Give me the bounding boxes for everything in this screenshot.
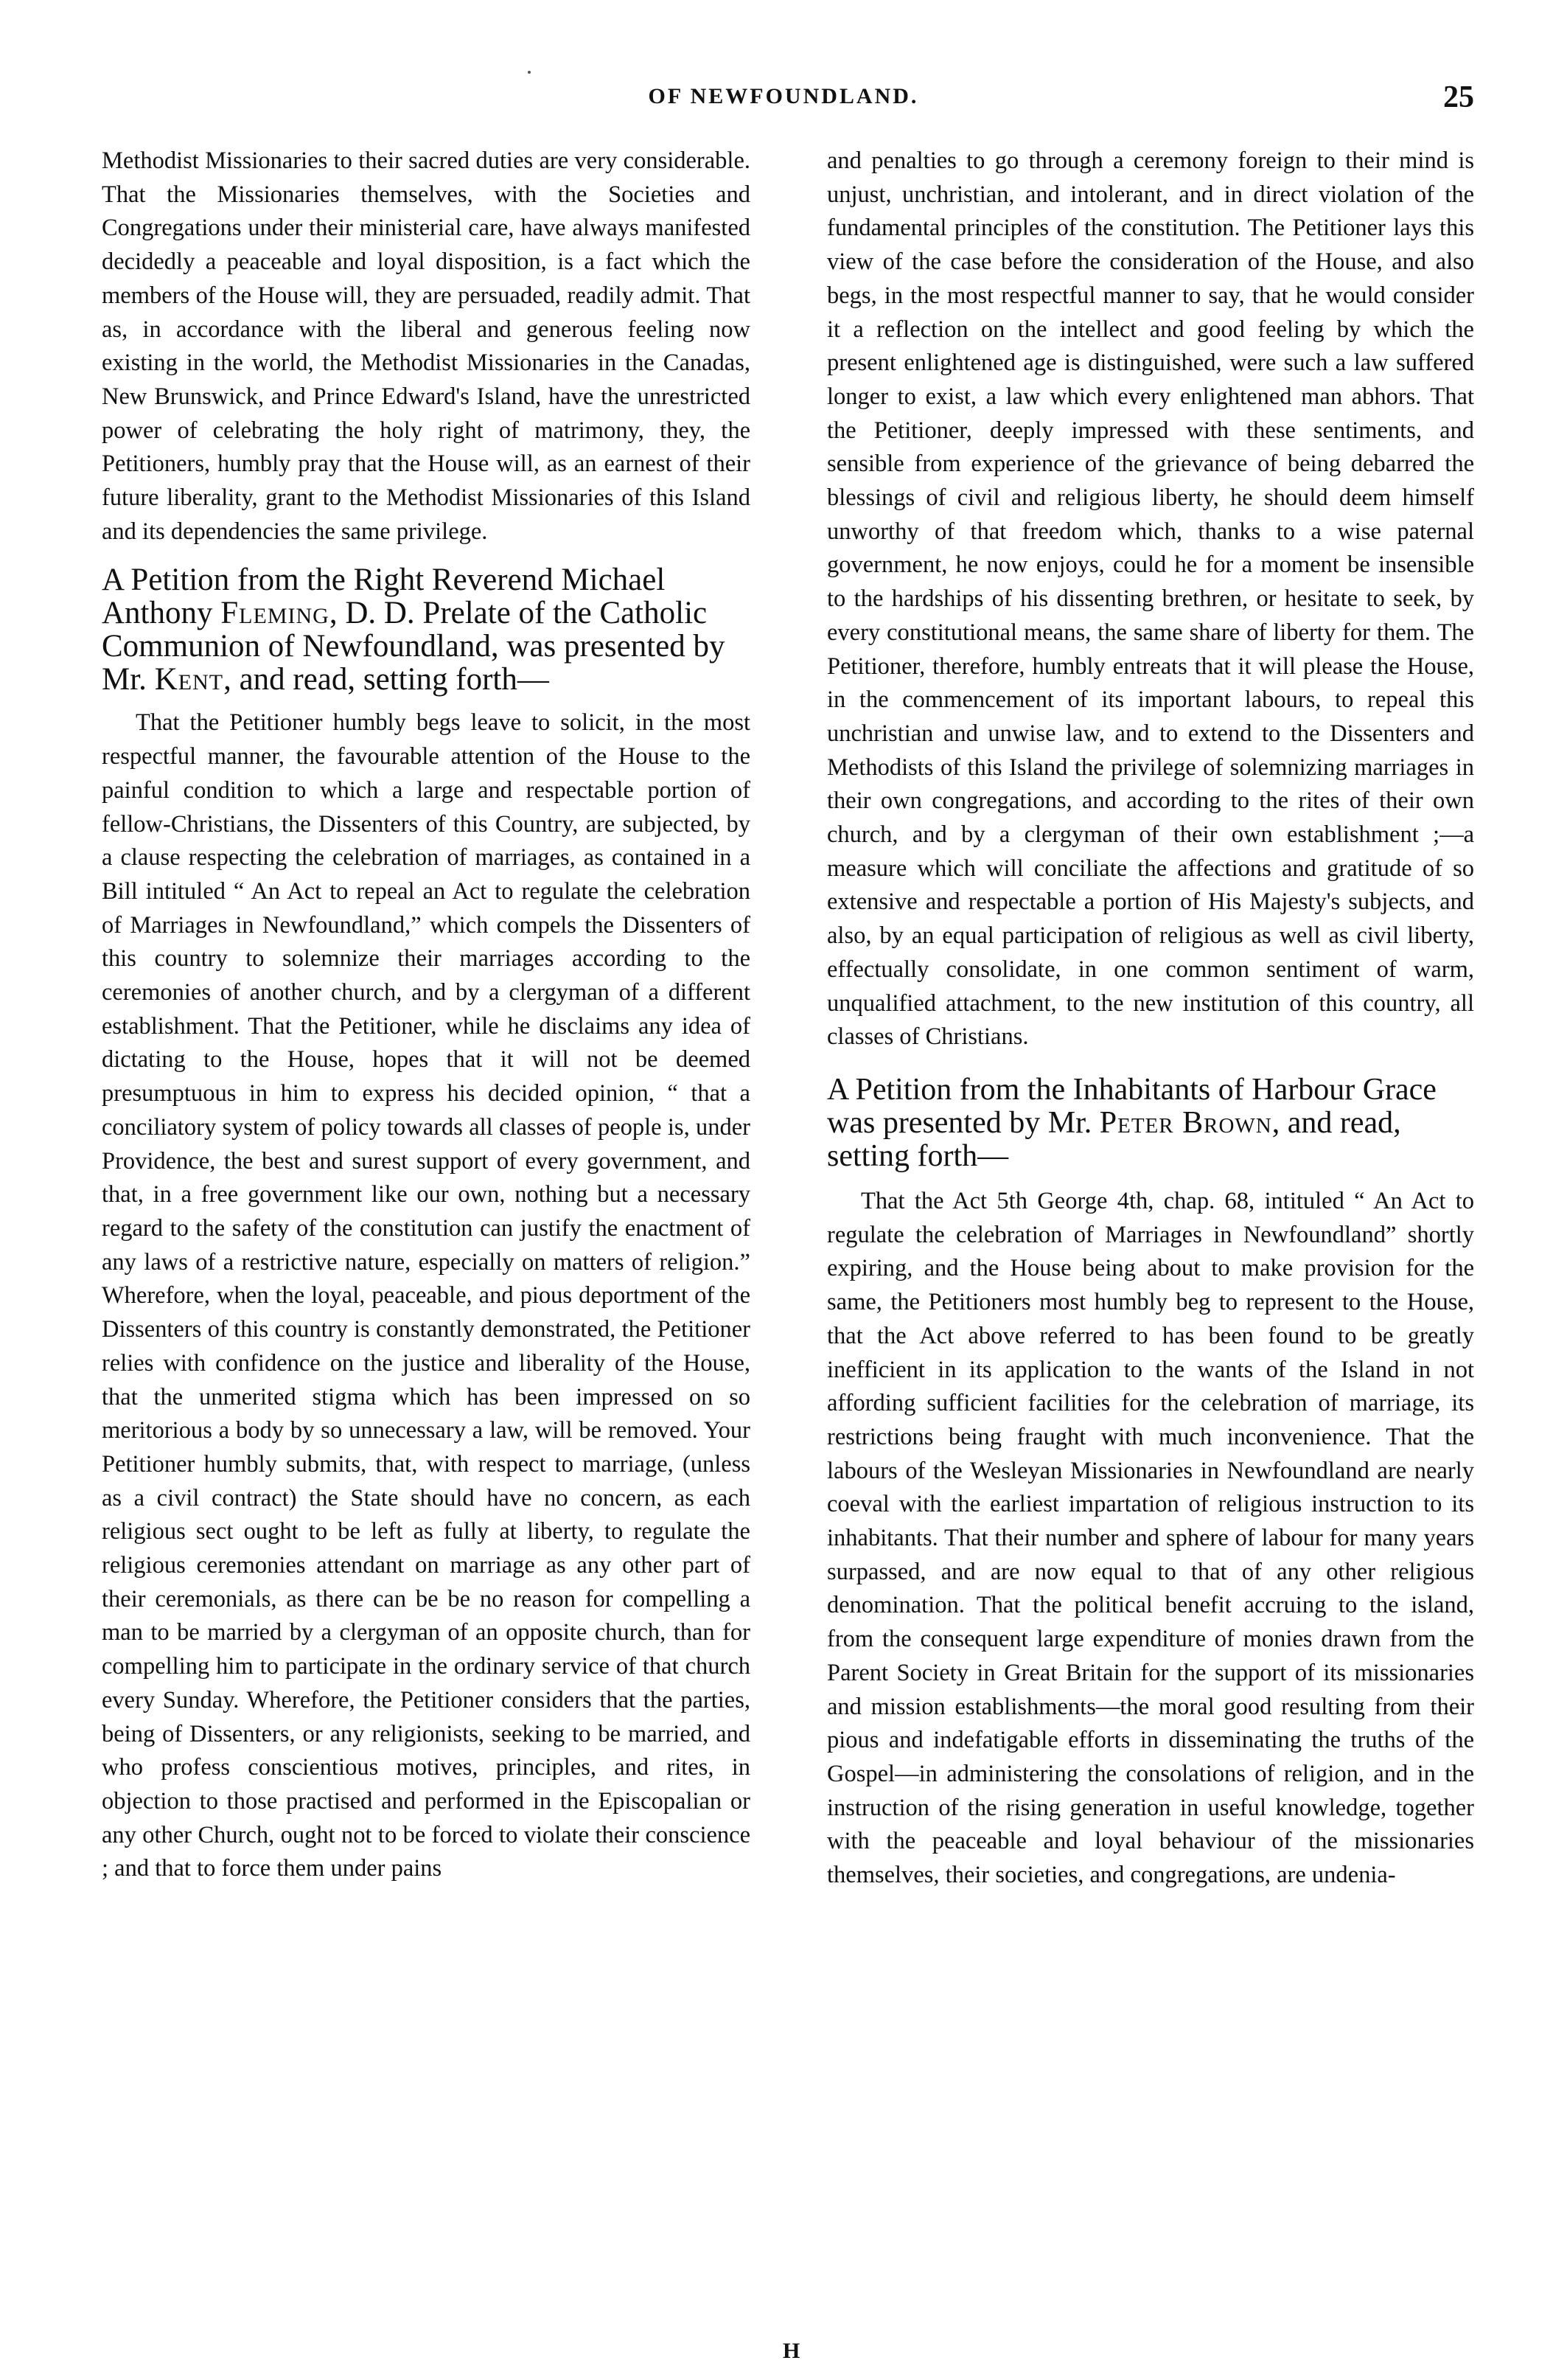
fleming-petition-heading [102, 563, 750, 696]
running-header [0, 80, 1567, 124]
left-column [102, 145, 750, 1886]
right-paragraph-1: and penalties to go through a ceremony foreign to their mind is unjust, unchristian, and intolerant, and in direct violation of the fundamental principles of the constitution. The Petitioner lays this view of the case before the consideration of the House, and also begs, in the most respectful manner to say, that he would consider it a reflection on the intellect and good feeling by which the present enlightened age is distinguished, were such a law suffered longer to exist, a law which every enlightened man abhors. That the Petitioner, deeply impressed with these sentiments, and sensible from experience of the grievance of being debarred the blessings of civil and religious liberty, he should deem himself unworthy of that freedom which, thanks to a wise paternal government, he now enjoys, could he for a moment be insensible to the hardships of his dissenting brethren, or hesitate to seek, by every constitutional means, the same share of liberty for them. The Petitioner, therefore, humbly entreats that it will please the House, in the commencement of its important labours, to repeal this unchristian and unwise law, and to extend to the Dissenters and Methodists of this Island the privilege of solemnizing marriages in their own congregations, and according to the rites of their own church, and by a clergyman of their own establishment ;—a measure which will conciliate the affections and gratitude of so extensive and respectable a portion of His Majesty's subjects, and also, by an equal participation of religious as well as civil liberty, effectually consolidate, in one common sentiment of warm, unqualified attachment, to the new institution of this country, all classes of Christians. [827, 147, 1474, 1051]
left-paragraph-2: That the Petitioner humbly begs leave to solicit, in the most respectful manner, the favourable attention of the House to the painful condition to which a large and respectable portion of fellow-Christians, the Dissenters of this Country, are subjected, by a clause respecting the celebration of marriages, as contained in a Bill intituled “ An Act to repeal an Act to regulate the celebration of Marriages in Newfoundland,” which compels the Dissenters of this country to solemnize their marriages according to the ceremonies of another church, and by a clergyman of a different establishment. That the Petitioner, while he disclaims any idea of dictating to the House, hopes that it will not be deemed presumptuous in him to express his decided opinion, “ that a conciliatory system of policy towards all classes of people is, under Providence, the best and surest support of every government, and that, in a free government like our own, nothing but a necessary regard to the safety of the constitution can justify the enactment of any laws of a restrictive nature, especially on matters of religion.” Wherefore, when the loyal, peaceable, and pious deportment of the Dissenters of this country is constantly demonstrated, the Petitioner relies with confidence on the justice and liberality of the House, that the unmerited stigma which has been impressed on so meritorious a body by so unnecessary a law, will be removed. Your Petitioner humbly submits, that, with respect to marriage, (unless as a civil contract) the State should have no concern, as each religious sect ought to be left as fully at liberty, to regulate the religious ceremonies attendant on marriage as any other part of their ceremonials, as there can be be no reason for compelling a man to be married by a clergyman of an opposite church, than for compelling him to participate in the ordinary service of that church every Sunday. Wherefore, the Petitioner considers that the parties, being of Dissenters, or any religionists, seeking to be married, and who profess conscientious motives, principles, and rites, in objection to those practised and performed in the Episcopalian or any other Church, ought not to be forced to violate their conscience ; and that to force them under pains [102, 709, 750, 1882]
heading-text-1: A Petition from the Right Reverend Michael Anthony [102, 563, 666, 631]
running-title: OF NEWFOUNDLAND. [648, 84, 919, 108]
presenter-name: Kent [154, 662, 224, 697]
heading-text-3: , and read, setting forth— [223, 662, 549, 697]
heading-text-1: A Petition from the Inhabitants of Harbour Grace was presented by Mr. [827, 1072, 1437, 1140]
petitioner-name: Fleming [220, 596, 329, 631]
ink-speck [528, 71, 531, 74]
presenter-name: Peter Brown [1099, 1105, 1272, 1140]
signature-mark: H [783, 2339, 800, 2363]
heading-text-2: , D. D. Prelate of the Catholic Communion of Newfoundland, was presented by Mr. [102, 596, 725, 697]
right-column [827, 145, 1474, 1893]
heading-text-2: , and read, setting forth— [827, 1105, 1401, 1173]
right-paragraph-2: That the Act 5th George 4th, chap. 68, intituled “ An Act to regulate the celebration of Marriages in Newfoundland” shortly expiring, and the House being about to make provision for the same, the Petitioners most humbly beg to represent to the House, that the Act above referred to has been found to be greatly inefficient in its application to the wants of the Island in not affording sufficient facilities for the celebration of marriage, its restrictions being fraught with much inconvenience. That the labours of the Wesleyan Missionaries in Newfoundland are nearly coeval with the earliest impartation of religious instruction to its inhabitants. That their number and sphere of labour for many years surpassed, and are now equal to that of any other religious denomination. That the political benefit accruing to the island, from the consequent large expenditure of monies drawn from the Parent Society in Great Britain for the support of its missionaries and mission establishments—the moral good resulting from their pious and indefatigable efforts in disseminating the truths of the Gospel—in administering the consolations of religion, and in the instruction of the rising generation in useful knowledge, together with the peaceable and loyal behaviour of the missionaries themselves, their societies, and congregations, are undenia- [827, 1187, 1474, 1889]
left-paragraph-1: Methodist Missionaries to their sacred duties are very considerable. That the Missionaries themselves, with the Societies and Congregations under their ministerial care, have always manifested decidedly a peaceable and loyal disposition, is a fact which the members of the House will, they are persuaded, readily admit. That as, in accordance with the liberal and generous feeling now existing in the world, the Methodist Missionaries in the Canadas, New Brunswick, and Prince Edward's Island, have the unrestricted power of celebrating the holy right of matrimony, they, the Petitioners, humbly pray that the House will, as an earnest of their future liberality, grant to the Methodist Missionaries of this Island and its dependencies the same privilege. [102, 147, 750, 545]
page-number: 25 [1443, 80, 1474, 114]
harbour-grace-petition-heading [827, 1074, 1474, 1173]
